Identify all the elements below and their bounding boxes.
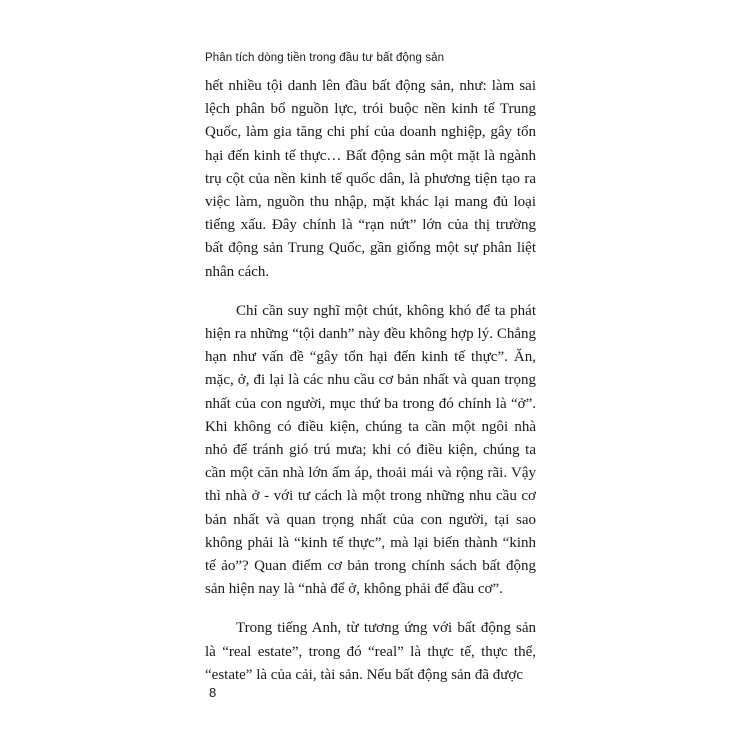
paragraph-1: hết nhiều tội danh lên đầu bất động sản, như: làm sai lệch phân bổ nguồn lực, trói buộc nền kinh tế Trung Quốc, làm gia tăng chi phí của doanh nghiệp, gây tổn hại đến kinh tế thực… Bất động sản một mặt là ngành trụ cột của nền kinh tế quốc dân, là phương tiện tạo ra việc làm, nguồn thu nhập, mặt khác lại mang đủ loại tiếng xấu. Đây chính là “rạn nứt” lớn của thị trường bất động sản Trung Quốc, gần giống một sự phân liệt nhân cách. [205, 78, 536, 280]
body-text [205, 75, 536, 703]
paragraph-3: Trong tiếng Anh, từ tương ứng với bất động sản là “real estate”, trong đó “real” là thực tế, thực thể, “estate” là của cải, tài sản. Nếu bất động sản đã được [205, 620, 536, 683]
running-header: Phân tích dòng tiền trong đầu tư bất động sản [205, 52, 445, 64]
paragraph-2: Chỉ cần suy nghĩ một chút, không khó để ta phát hiện ra những “tội danh” này đều không hợp lý. Chẳng hạn như vấn đề “gây tổn hại đến kinh tế thực”. Ăn, mặc, ở, đi lại là các nhu cầu cơ bản nhất và quan trọng nhất của con người, mục thứ ba trong đó chính là “ở”. Khi không có điều kiện, chúng ta cần một ngôi nhà nhỏ để tránh gió trú mưa; khi có điều kiện, chúng ta cần một căn nhà lớn ấm áp, thoải mái và rộng rãi. Vậy thì nhà ở - với tư cách là một trong những nhu cầu cơ bản nhất và quan trọng nhất của con người, tại sao không phải là “kinh tế thực”, mà lại biến thành “kinh tế ảo”? Quan điểm cơ bản trong chính sách bất động sản hiện nay là “nhà để ở, không phải để đầu cơ”. [205, 302, 536, 598]
page-number: 8 [209, 685, 217, 700]
